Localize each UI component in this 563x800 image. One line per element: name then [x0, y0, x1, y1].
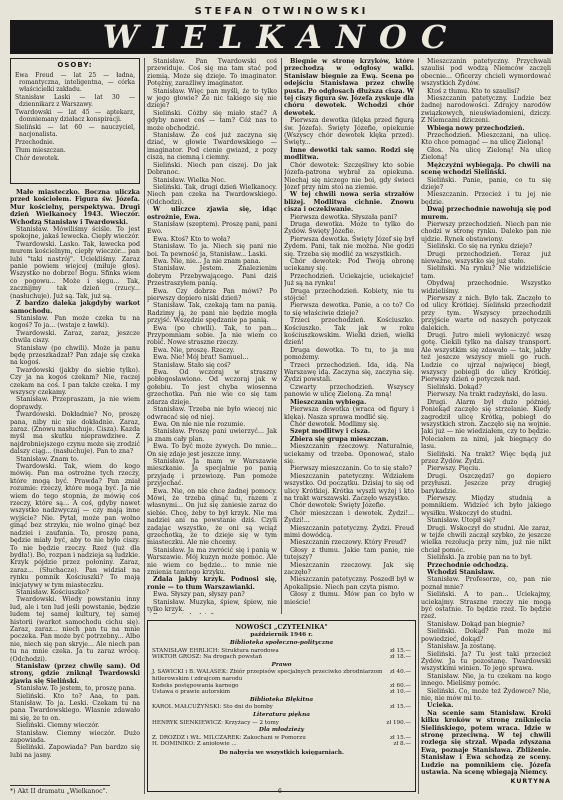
- curtain-signoff: KURTYNA: [510, 778, 551, 786]
- paragraph: Drugi. Wskoczył do studni. Ale zaraz, w tejże chwili zaczął szybko, że jeszcze wielka rezolucja przy nim, już nie nikt chciał pomóc.: [421, 524, 551, 554]
- paragraph: Stanisław (szeptem). Proszę pani, pani Ewo.: [147, 220, 277, 236]
- paragraph: Przechodzień. Mieszczani, na ulicę. Kto chce pomagać — na ulicę Zieloną!: [421, 132, 551, 147]
- paragraph: Głosy z tłumu. Mów pan co było w mieście!: [284, 591, 414, 606]
- paragraph: Stanisław. Dokąd pan biegnie?: [427, 620, 525, 628]
- listing-title: Ustawa o prawie autorskim: [152, 689, 231, 696]
- paragraph: Stanisław. To ja. Niech się pani nie boi. Ta pewność ja, Stanisław... Laski.: [147, 243, 277, 258]
- paragraph: Sieliński. Niech pan ciszej. Do jak Dobranoc.: [147, 161, 277, 177]
- paragraph: Sieliński. Panie, panie, co tu się dzieje?: [421, 176, 551, 191]
- listings-heading: NOWOŚCI „CZYTELNIKA": [235, 624, 328, 631]
- listing-price: zł 10.—: [389, 689, 411, 696]
- listing-price: zł 8.—: [393, 741, 411, 748]
- column-1-text: [10, 189, 140, 759]
- paragraph: Pierwsza dewotka (klęka przed figurą św. Józefa). Święty Józefie, opiekunie (Wszyscy chór dewotek klęka przed). Święty...: [284, 117, 414, 147]
- paragraph: Stanisław. Proszę pani uwierzyć... Jak ja znam cały plan.: [147, 428, 277, 443]
- paragraph: Stanisław. Stało się coś?: [153, 361, 231, 369]
- paragraph: Stanisław. Nie, ja tu czekam na kogo innego. Mieliśmy pomóc.: [421, 672, 551, 688]
- listing-row: [152, 689, 411, 696]
- listing-price: zł 15.—: [389, 734, 411, 741]
- paragraph: Ewa (po chwili). Tak, to pan... Przypomniam sobie. Ja nie wiem co robić. Nowe straszne rzeczy.: [147, 324, 277, 347]
- paragraph: Biegnie w stronę krzyków, które przechodzą w odgłosy walki. Stanisław biegnie za Ewą. Scena po odejściu Stanisława przez chwilę pusta. Po odgłosach dłuższa cisza. W tej ciszy figura św. Józefa zyskuje dla chóru dewotek. Wchodzi chór dewotek.: [284, 58, 414, 117]
- paragraph: Sieliński. Na rynku? Nie widzieliście tam.: [421, 265, 551, 280]
- paragraph: Ewa. Nie, on nie chce żadnej pomocy. Mówi, że trzeba ginąć tu, razem z własnymi... On już się zaniesie zaraz do siebie. Chcę, żeby to był krzyk. Nie ma nadziei ani na powstanie dziś. Czyli zadając wszystko, że oni są wciąż grzechotką, że to dzieje się w tym miasteczku. Ale nie chcemy.: [147, 487, 277, 547]
- listing-section-title: Literatura piękna: [252, 711, 311, 718]
- paragraph: Głos. Na ulicę Zieloną! Na ulicę Zieloną!: [421, 146, 551, 162]
- paragraph: Drugi. Alarm był dużo później. Poniekąd zaczęło się strzelanie. Kiedy zagrodził ulicę Krótką, pobiegł do wszystkich stron. Zaczęło się na wojnie. Jaki już — nie wiedziałem, czy to będzie. Poleciałem za nimi, jak biegnący do lasu.: [421, 398, 551, 451]
- paragraph: Chór dewotek: Święty Józefie.: [290, 502, 386, 510]
- paragraph: Przechodzień. Uciekajcie, uciekajcie! Już są na rynku!: [284, 272, 414, 288]
- paragraph: Pierwszy. Pięciu.: [427, 465, 481, 473]
- column-4: [421, 58, 551, 794]
- title-banner: [10, 20, 553, 54]
- paragraph: Stanisław. Profesorze, co, pan nie poznał mnie?: [421, 576, 551, 591]
- paragraph: Pierwsza dewotka. Święty Józef się był Żydem. Pani, tak nie można. Nie godzi się. Trzeba się modlić za wszystkich.: [284, 235, 414, 258]
- listing-title: KAROL MAŁCUŻYŃSKI: Sto dni do bomby: [152, 704, 273, 711]
- cast-item: Tłum mieszczan.: [15, 147, 66, 154]
- paragraph: Pierwszy. Na trakt radzyński, do lasu.: [427, 391, 548, 399]
- paragraph: Stanisław. Ja ma zwrócić się i panią w Warszawie. Mój kuzyn może pomóc. Ale nie wiem co będzie... to mnie nie zmienia tamtego krzyku.: [147, 546, 277, 577]
- paragraph: Sieliński. Ja? Tu jest taki przecież Żydów. Ja tu pozostanę. Twardowski wszystkimi winien. To jego sprawa.: [421, 650, 551, 673]
- paragraph: Stanisław. Znam to.: [16, 455, 79, 463]
- paragraph: Sieliński. Cóżby się miało stać? A gdyby nawet coś — tam? Cóż nas to może obchodzić.: [147, 109, 277, 132]
- paragraph: Mieszczanin rzeczowy. Który Freud?: [290, 539, 407, 547]
- paragraph: Inne dewotki tak samo. Rodzi się modlitwa.: [284, 146, 414, 162]
- paragraph: Stanisław. To jestem, to, proszę pana.: [16, 685, 137, 693]
- paragraph: Głosy z tłumu. Jakie tam panie, nie tutejszy?: [284, 546, 414, 562]
- column-divider: [281, 58, 282, 614]
- paragraph: Stanisław (po chwili). Może ja panu będę przeszkadzał? Pan zdaje się czeka na kogoś.: [10, 344, 140, 367]
- paragraph: Małe miasteczko. Boczna uliczka przed kościołem. Figura św. Józefa. Mur kościelny, perspektywa. Drugi dzień Wielkanocy 1943. Wieczór. Wchodzą Stanisław i Twardowski.: [10, 189, 140, 226]
- listing-price: zł 60.—: [389, 682, 411, 689]
- paragraph: Chór dewotek: Pod Twoją obronę uciekamy się.: [284, 257, 414, 273]
- listing-section-title: Dla młodzieży: [258, 727, 305, 734]
- listing-title: J. SAWICKI i B. WALASEK: Zbiór przepisów specjalnych przeciwko zbrodniarzom hitlerowskim i zdrajcom narodu: [152, 669, 383, 682]
- paragraph: Pierwsza dewotka. Panie, a co to? Co to się właściwie dzieje?: [284, 302, 414, 317]
- cast-item: Ewa Freud — lat 25 — ładna, romantyczna, inteligentna, — córka właścicielki zakładu.: [15, 72, 135, 93]
- paragraph: Sieliński. Tak, drugi dzień Wielkanocy. Niech pan czeka na Twardowskiego. (Odchodzi).: [147, 183, 277, 206]
- paragraph: Ewa. On nie nie nie rozumie.: [153, 420, 246, 428]
- listing-title: Z. DROZDZ i WŁ. MILCZAREK: Zakochani w Pomorzu: [152, 734, 306, 741]
- paragraph: Sieliński. Co, może też Żydowce? Nie, nie, nie mów mi to.: [421, 687, 551, 702]
- paragraph: Mężczyźni wybiegają. Po chwili na scenę wchodzi Sieliński.: [421, 161, 551, 177]
- listing-sections: [152, 640, 411, 748]
- paragraph: Stanisław (przez chwilę sam). Od strony, gdzie zniknął Twardowski zjawia się Sieliński.: [10, 663, 140, 685]
- listing-price: zł 15.—: [389, 704, 411, 711]
- paragraph: Na scenie sam Stanisław. Kroki kilku kroków w stronę zniknięcia Sielińskiego, potem wraca. Idzie w stronę przeciwną. W tej chwili rozlega się strzał. Wpada zdyszana Ewa, poznaje Stanisława. Zbliżenie. Stanisław i Ewa schodzą ze sceny. Ludzie na pomnikiem cię. Józefa ustawia. Na scenę wbiegają Niemcy.: [421, 709, 551, 776]
- paragraph: Sieliński. Dokąd? Pan może mi powiedzieć, dokąd?: [421, 628, 551, 643]
- paragraph: Twardowski (jakby do siebie tylko). Czy ja na kogoś czekam? Nie, raczej czekam na coś. I pan także czeka. I my wszyscy czekamy.: [10, 366, 140, 396]
- paragraph: Drugi. Oszczędzi? go dopiero przyłuszi. Jeszcze przy drugiej barykadzie.: [421, 472, 551, 495]
- paragraph: Stanisław. Mówiliśmy ściśle. To jest spokojne, jakaś Iewecka. Ciepły wieczór.: [10, 226, 140, 241]
- paragraph: Mieszczanin patetyczny. Poszedł był w Apokalipsie. Niech pan czyta pismo.: [284, 576, 414, 591]
- listing-title: WIKTOR GROSZ: Na drogach powstań: [152, 654, 262, 661]
- cast-list: [15, 72, 135, 162]
- paragraph: Pierwszy przechodzień. Niech pan nie chodzi w stronę rynku. Daleko pan nie ujdzie. Rynek obstawiony.: [421, 220, 551, 243]
- author-name: STEFAN OTWINOWSKI: [194, 6, 369, 17]
- drama-title: WIELKANOC: [102, 18, 461, 56]
- paragraph: Szept modlitwy i cisza.: [290, 428, 371, 436]
- column-divider: [144, 58, 145, 794]
- paragraph: Dwaj przechodnie nawołują się pod murem.: [421, 206, 551, 221]
- paragraph: Ewa. Od wczoraj w straszny pobłogosławiono. Od wczoraj jak w gołebiu. To jest chyba wiosenna grzechotka. Pan nie wie co się tam zdarza dzieje.: [147, 369, 277, 406]
- listings-footer: Do nabycia we wszystkich księgarniach.: [219, 749, 344, 756]
- paragraph: Stanisław. Ja mam w Warszawie mieszkanie. Ja specjalnie po panią przyjadę i przewiozę. Pan pomoże przyjechać.: [147, 457, 277, 488]
- paragraph: Ewa. Nie, proszę. Rzeczy.: [153, 346, 235, 354]
- paragraph: Mieszczanin wybiega.: [290, 398, 367, 406]
- paragraph: Sieliński. A to pan... Uciekajmy, uciekajmy. Straszne rzeczy nie mogą być ostatnie. To będzie rzeź. To będzie rzeź.: [421, 591, 551, 621]
- paragraph: Ewa. Słyszy pan, słyszy pan?: [153, 591, 245, 599]
- listing-row: [152, 741, 411, 748]
- cast-heading: OSOBY:: [57, 61, 93, 69]
- paragraph: Twardowski. Wiedy powstaniu inny lud, ale i ten lud jeśli powstanie, będzie ludem tej samej kultury, tej samej historii (warkot samochodu cichu się). Zaraz, zaraz... niech pan tu na mnie poczeka. Pan może być potrzebny... Albo nie, niech się pan skryje... Ale niech pan tu na mnie czeka. Ja tu zaraz wrócę. (Odchodzi).: [10, 596, 140, 663]
- listing-price: zł 18.—: [389, 654, 411, 661]
- column-2-text: [147, 58, 277, 614]
- paragraph: Stanisław. Kościuszko?: [16, 588, 90, 596]
- listing-row: [152, 704, 411, 711]
- paragraph: Ewa. Czy dobrze Pan mówi? Po pierwszy dopiero niski dzień?: [147, 287, 277, 302]
- cast-item: Przechodnie.: [15, 139, 55, 146]
- paragraph: Pierwsza dewotka. Słyszała pani?: [290, 213, 397, 221]
- paragraph: Stanisław. Ja zostanę.: [427, 643, 497, 651]
- listing-section-title: Prawo: [271, 661, 292, 668]
- paragraph: Twardowski. Tak, wiem do kogo mówię. Pan ma ostrożne tych rzeczy, które mogą być. Prawda? Pan zniał rozumie: rzeczy, które mogą być. Ja nie wiem do tego stopnia, że mówię coś rzeczy, które są... A coś, gdyby nawet wszystko nadzwyczaj — czy mają inne wyjście? Nie. Pytał, może pan wolno ginąć bez strzyku, nie wolno ginąć bez nadziei i zaufania. To, proszę pana, będzie miały być, aby to nie było ciszy. To nie będzie rzeczy. Rzeź (już dla bydła!). Bo, rozpan i nadzieja są ludzkie. Krzyk pójdzie przez połoniny. Zaraz, zaraz... (Słuchacze). Pan widział na rynku pomnik Kościuszki? To mają inicjatywy w tym miasteczku.: [10, 463, 140, 589]
- listing-section-title: Biblioteka społeczno-polityczna: [229, 640, 334, 646]
- paragraph: Zbiera się grupa mieszczan.: [290, 435, 389, 443]
- paragraph: Stanisław. Przepraszam, ja nie wiem doprawdy.: [10, 396, 140, 411]
- listing-title: STANISŁAW EHRLICH: Struktura narodowa: [152, 647, 279, 654]
- paragraph: Pierwszy mieszczanin. Co to się stało?: [290, 465, 413, 473]
- listing-row: [152, 669, 411, 682]
- paragraph: Zdala jakby krzyk. Podnosi się, ronie — to tłum Warszawianki.: [147, 576, 277, 591]
- column-3: [284, 58, 414, 614]
- paragraph: Stanisław. Ciemny wieczór. Dużo zapowiada.: [10, 729, 140, 745]
- column-1: [10, 58, 140, 794]
- paragraph: Mieszczanin rzeczowy. Naturalnie, uciekamy od trzeba. Oponować, stało się.: [284, 443, 414, 465]
- column-divider: [418, 58, 419, 794]
- paragraph: Sieliński. Co się na rynku dzieje?: [427, 243, 533, 251]
- paragraph: Mieszczanin patetyczny. Przychwali szaulisi pod wodzą Niemców zaczęli obecnie... Oficerzy chcieli wymordować wszystkich Żydów.: [421, 58, 551, 88]
- listing-row: [152, 683, 411, 690]
- paragraph: Chór mieszczan i dewotek. Żydzi!... Żydzi!...: [284, 509, 414, 525]
- paragraph: Ewa. Nie! Mój brat! Samuel...: [153, 354, 249, 362]
- paragraph: Ewa. Nie, nie... Ja nie znam pana.: [153, 257, 261, 265]
- paragraph: Stanisław. Trzeba nie było wiecej nic odwracać się od niej.: [147, 406, 277, 421]
- paragraph: Sieliński. Ciemny wieczór.: [16, 722, 100, 730]
- paragraph: Z bardzo daleka jakgdyby warkot samochodu.: [10, 300, 140, 315]
- listing-title: H. DOMINIKO: Z aniołowie ...: [152, 741, 237, 748]
- paragraph: Czwarty przechodzień. Wszyscy panowie w ulicę Zieloną. Za mną!: [284, 383, 414, 399]
- column-4-text: [421, 58, 551, 776]
- paragraph: [147, 613, 277, 614]
- listing-row: [152, 654, 411, 661]
- paragraph: Wchodzi Stanisław.: [427, 569, 495, 577]
- listing-price: zł 15.—: [389, 647, 411, 654]
- paragraph: Stanisław. Pan Twardowski coś przewiduje. Coś się ma tam stać pod ziemią. Może się dzieje. To imaginator. Potężny, zaraźliwy imaginator.: [147, 58, 277, 88]
- cast-item: Stanisław Laski — lat 30 — dziennikarz z Warszawy.: [15, 94, 135, 108]
- paragraph: Chór dewotek. Modlimy się.: [290, 420, 380, 428]
- column-3-text: [284, 58, 414, 606]
- paragraph: Pierwsza dewotka (wraca od figury i klęka). Nasza sprawa modlić się.: [284, 406, 414, 421]
- paragraph: Chór dewotek: Szczęśliwy kto sobie Józefa-patrona wybrał za opiekuna. Niechaj się niczego nie boi, gdy świeci Józef przy nim stoi na ziemie.: [284, 161, 414, 191]
- paragraph: Trzeci przechodzień. Kościuszko. Kościuszko. Tak jak w roku kościuszkowskim. Wielki dzień, wielki dzień!: [284, 317, 414, 347]
- paragraph: Mieszczanin patetyczny. Ludzie bez żadnej narodowości. Zdrajcy narodów związkowych, nieuświadomieni, dziczy. Z Niemcami dziczeni.: [421, 95, 551, 125]
- publisher-listings: [147, 620, 416, 792]
- paragraph: Drugi. Jutro mieli wyłoniczyć wszę gotę. Ciekili tylko na dalszy transport. Ale wszystkim się zdawało — tak, jakby też jeszcze wszyscy mieli go ruch. Ludzie co ujrzał najwięcej biegł, wszyscy pobiegli do ulicy Krótkiej. Pierwszy dzień o potyczek nad.: [421, 332, 551, 384]
- paragraph: Drugi przechodzień. Teraz już nieważne, wszystko się już stało.: [421, 250, 551, 265]
- listing-row: [152, 720, 411, 727]
- paragraph: Stanisław. Pan może czeka tu na kogoś? To ja... (wstaje z ławki).: [10, 314, 140, 330]
- cast-box: [10, 58, 140, 184]
- paragraph: Przechodnie odchodzą.: [427, 561, 509, 569]
- paragraph: Mieszczanin patetyczny. Wdziałem wszystko. Od początku. Dzisiaj to się od ulicy Krótkiej. Krótka wyszli wyżej i kto na trakt warszawski. Zaczęło wszystko.: [284, 472, 414, 502]
- paragraph: Mieszczanin patetyczny. Żydzi. Freud mimi dowódcą.: [284, 524, 414, 539]
- column-2: [147, 58, 277, 614]
- paragraph: Ucieka.: [427, 702, 454, 710]
- paragraph: Sieliński. Na trakt? Więc będą już przez Żydów. Żydzi.: [421, 450, 551, 465]
- cast-item: Chór dewotek.: [15, 155, 60, 162]
- article-body: [10, 58, 553, 796]
- listing-title: Kodeks postępowania karnego: [152, 682, 239, 689]
- paragraph: Druga dewotka. Może to tylko do Żydów. Święty Józefie.: [284, 220, 414, 236]
- page-number: 6: [278, 788, 282, 795]
- footnote: *) Akt II dramatu „Wielkanoc".: [10, 785, 110, 796]
- cast-item: Sieliński — lat 60 — nauczyciel, nacjonalista.: [15, 124, 135, 138]
- listing-title: HENRYK SIENKIEWICZ: Krzyżacy — 2 tomy: [152, 719, 279, 726]
- paragraph: Ewa. To być może żywych. Do mnie... On się zdaje jest jeszcze inny.: [147, 443, 277, 458]
- paragraph: Stanisław. Utopił się?: [427, 517, 496, 525]
- paragraph: Sieliński. Ja zrobię pan na to był.: [427, 554, 532, 562]
- paragraph: Twardowski. Zaraz, zaraz, jeszcze chwila ciszy.: [10, 329, 140, 345]
- paragraph: Sieliński. Dokąd?: [427, 383, 483, 391]
- paragraph: Pierwszy z nich. Było tak. Zaczęło to od ulicy Krótkiej. Sieliński przechodził przy tym. Wszyscy przechodzili przyjście warte od naszych potyczek dalekich.: [421, 295, 551, 332]
- paragraph: Twardowski. Lasko. Tak, ławecka pod murem kościelnym, ciepły wieczór... pan lubi "taki nastrój". Uciekliśmy. Zaraz panie powiem wiejcej (miłuje głos). Wszystko no dobrze! Bogu. Sfinks wiem co pogowu... Może i sięgu... Tak, zacznijmy tak dzień (rzucy... (nasłuchuje). Już są. Tak, już są.: [10, 240, 140, 300]
- paragraph: Stanisław. Wielka Noc.: [153, 176, 226, 184]
- paragraph: Druga dewotka. To tu, to ja mu pomożemy.: [284, 346, 414, 362]
- listings-month: październik 1946 r.: [250, 632, 313, 638]
- paragraph: Mieszczanin rzeczowy. Jak się zaczęło?: [284, 561, 414, 577]
- page: [10, 6, 553, 796]
- paragraph: W tej chwili nowa seria strzałów bliżej. Modlitwa cichnie. Znowu cisza i oczekiwanie.: [284, 191, 414, 214]
- listing-row: [152, 735, 411, 742]
- listing-price: zł 40.—: [389, 669, 411, 676]
- paragraph: Ktoś z tłumu. Kto to szaulisi?: [427, 87, 520, 95]
- paragraph: Pierwszy. Między studnią a pomnikiem. Widzieć ich było jakiego wysiłku. Wskoczył do studni.: [421, 494, 551, 517]
- listing-section-title: Biblioteka Błękitna: [249, 696, 314, 703]
- listing-price: zł 190.—: [386, 719, 411, 726]
- paragraph: Sieliński. Kto to? Aaa, to pan. Stanisław. To ja. Leski. Czekam tu na pana Twardowskiego. Wlasnie zdawało mi się, że to on.: [10, 692, 140, 722]
- paragraph: Trzeci przechodzień. Ida, idą. Na Warszawę idą. Zaczyna się, zaczyna się. Żydzi powstali.: [284, 361, 414, 384]
- paragraph: Sieliński. Zapowiada? Pan bardzo się lubi na jasny.: [10, 744, 140, 759]
- paragraph: Ewa. Ktoś? Kto to woła?: [153, 235, 231, 243]
- paragraph: Stanisław. Jestem. Znalezienim dobrym Przebywającego. Pani dziś Przestraszyłem panią.: [147, 265, 277, 288]
- paragraph: Mieszczanin. Przecież i tu jej nie będzie.: [421, 191, 551, 206]
- paragraph: W uliczce zjawia się, idąc ostrożnie, Ewa.: [147, 206, 277, 221]
- cast-item: Twardowski — lat 45 — aptekarz, domniemany działacz konspiracji.: [15, 109, 135, 123]
- paragraph: Obydwaj przechodnie. Wszystko widzieliśmy.: [421, 280, 551, 295]
- paragraph: Stanisław. Że coś już zaczyna się dziać, w głowie Twardowskiego — imaginator. Pod cienie gwiazd, z pozy cisza, na ciemną i ciemny.: [147, 132, 277, 162]
- paragraph: Stanisław. Muzyka, śpiew, śpiew, nie tylko krzyk.: [147, 598, 277, 614]
- paragraph: Druga przechodzień. Kobiety, nie tu stójcie!: [284, 287, 414, 302]
- paragraph: Stanisław. Więc pan myśli, że to tylko w jego głowie? Że nic takiego się nie dzieje?: [147, 87, 277, 110]
- paragraph: Stanisław. Tak, czekają tam na panią. Radzimy ją, że pani nie będzie mogła przyjść. Wszędzie spędzanie pa panią.: [147, 302, 277, 325]
- paragraph: Twardowski. Dokładnie? No, proszę pana, niby nic nie dokładnie. Zaraz, zaraz. (Znowu nasłuchuje. Cisza). Kazda myśl ma skutku nieprawdziwe. Z najdrobniejszego czynu może się zrodzić dalszy ciąg... (nasłuchuje). Pan to zna?: [10, 411, 140, 456]
- paragraph: Wbiega nowy przechodzień.: [427, 124, 525, 132]
